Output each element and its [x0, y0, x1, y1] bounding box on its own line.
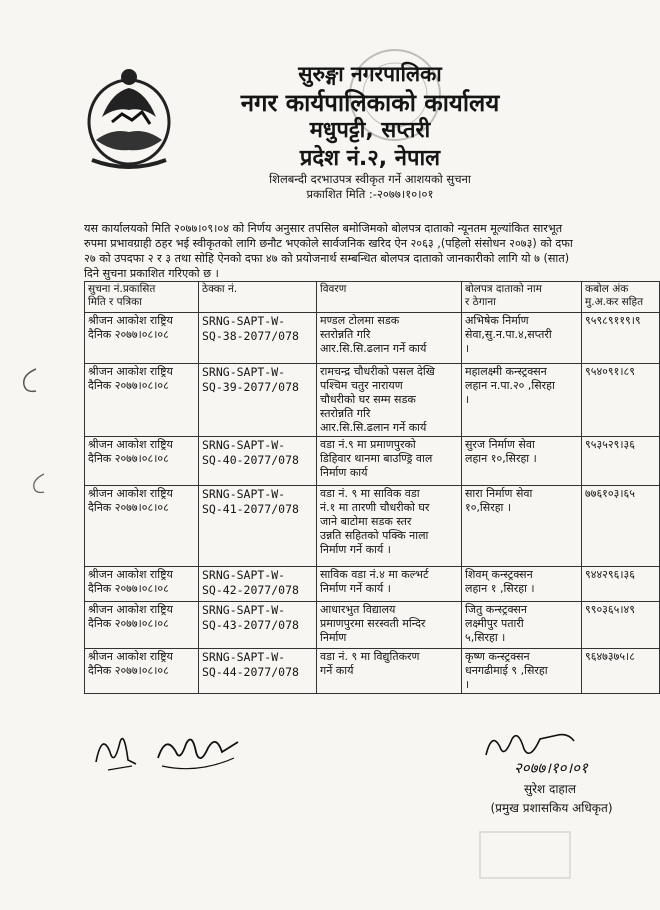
cell-amount: ९६४७३७५।८ [582, 649, 660, 694]
notice-title: शिलबन्दी दरभाउपत्र स्वीकृत गर्ने आशयको सुचना [269, 172, 471, 186]
cell-bidder: सुरज निर्माण सेवा लहान १०,सिरहा । [462, 437, 582, 486]
table-row [85, 437, 660, 486]
table-row [85, 567, 660, 602]
intro-line: रुपमा प्रभावग्राही ठहर भई स्वीकृतको लागि छनौट भएकोले सार्वजनिक खरिद ऐन २०६३ ,(पहिलो संसोधन २०७३) को दफा [84, 237, 573, 250]
cell-notice: श्रीजन आकोश राष्ट्रिय दैनिक २०७७।०८।०८ [85, 313, 199, 364]
cell-bidder: कृष्ण कन्स्ट्रक्सन धनगढीमाई ९ ,सिरहा । [462, 649, 582, 694]
cell-contract: SRNG-SAPT-W- SQ-39-2077/078 [199, 364, 317, 437]
cell-notice: श्रीजन आकोश राष्ट्रिय दैनिक २०७७।०८।०८ [85, 486, 199, 567]
cell-amount: ९५४०९१।८९ [582, 364, 660, 437]
committee-signatures [88, 722, 248, 782]
table-row [85, 486, 660, 567]
table-row [85, 602, 660, 649]
cell-bidder: शिवम् कन्स्ट्रक्सन लहान १ ,सिरहा । [462, 567, 582, 602]
cao-signature [478, 725, 628, 780]
intro-paragraph [84, 221, 643, 281]
cell-description: साविक वडा नं.४ मा कल्भर्ट निर्माण गर्ने कार्य । [317, 567, 462, 602]
cell-contract: SRNG-SAPT-W- SQ-38-2077/078 [199, 313, 317, 364]
cell-bidder: महालक्ष्मी कन्स्ट्रक्सन लहान न.पा.२० ,सिरहा । [462, 364, 582, 437]
header-amount: कबोल अंक मु.अ.कर सहित [582, 282, 660, 313]
cell-bidder: अभिषेक निर्माण सेवा,सु.न.पा.४,सप्तरी । [462, 313, 582, 364]
cell-contract: SRNG-SAPT-W- SQ-42-2077/078 [199, 567, 317, 602]
cell-bidder: सारा निर्माण सेवा १०,सिरहा । [462, 486, 582, 567]
faint-stamp [470, 820, 580, 890]
header-notice: सुचना नं.प्रकासित मिति र पत्रिका [85, 282, 199, 313]
header-contract: ठेक्का नं. [199, 282, 317, 313]
cell-description: आधारभुत विद्यालय प्रमाणपुरमा सरस्वती मन्दिर निर्माण [317, 602, 462, 649]
cell-notice: श्रीजन आकोश राष्ट्रिय दैनिक २०७७।०८।०८ [85, 649, 199, 694]
intro-line: यस कार्यालयको मिति २०७७।०९।०४ को निर्णय अनुसार तपसिल बमोजिमको बोलपत्र दाताको न्यूनतम मूल्यांकित सारभूत [84, 222, 563, 235]
cell-notice: श्रीजन आकोश राष्ट्रिय दैनिक २०७७।०८।०८ [85, 602, 199, 649]
cell-contract: SRNG-SAPT-W- SQ-43-2077/078 [199, 602, 317, 649]
officer-title: (प्रमुख प्रशासकिय अधिकृत) [490, 801, 613, 815]
cell-contract: SRNG-SAPT-W- SQ-40-2077/078 [199, 437, 317, 486]
margin-mark [18, 365, 40, 395]
cell-amount: ९४४२९६।३६ [582, 567, 660, 602]
intro-line: २७ को उपदफा २ र ३ तथा सोहि ऐनको दफा ४७ को प्रयोजनार्थ सम्बन्धित बोलपत्र दाताको जानकारीको लागि यो ७ (सात) [84, 252, 570, 265]
table-row [85, 364, 660, 437]
published-date: प्रकाशित मिति :-२०७७।१०।०१ [306, 187, 434, 201]
cell-description: वडा नं. ९ मा साविक वडा नं.१ मा तारणी चौधरीको घर जाने बाटोमा सडक स्तर उन्नति सहितको पक्कि नाला निर्माण गर्ने कार्य । [317, 486, 462, 567]
bid-table-container [84, 281, 659, 691]
office-location: मधुपट्टी, सप्तरी [309, 118, 431, 143]
municipality-name: सुरुङ्गा नगरपालिका [298, 62, 442, 86]
signature-date: २०७७।१०।०१ [514, 759, 588, 777]
officer-name: सुरेश दाहाल [523, 782, 577, 796]
cell-description: रामचन्द्र चौधरीको पसल देखि पश्चिम चतुर नारायण चौधरीको घर सम्म सडक स्तरोन्नति गरि आर.सि.सि.ढलान गर्ने कार्य [317, 364, 462, 437]
table-row [85, 313, 660, 364]
table-row [85, 649, 660, 694]
province-line: प्रदेश नं.२, नेपाल [299, 146, 441, 171]
margin-mark [30, 470, 48, 496]
cell-notice: श्रीजन आकोश राष्ट्रिय दैनिक २०७७।०८।०८ [85, 567, 199, 602]
office-name: नगर कार्यपालिकाको कार्यालय [240, 89, 500, 117]
cell-description: मण्डल टोलमा सडक स्तरोन्नति गरि आर.सि.सि.ढलान गर्ने कार्य [317, 313, 462, 364]
header-bidder: बोलपत्र दाताको नाम र ठेगाना [462, 282, 582, 313]
cell-amount: ९५३५२९।३६ [582, 437, 660, 486]
cell-notice: श्रीजन आकोश राष्ट्रिय दैनिक २०७७।०८।०८ [85, 364, 199, 437]
header-description: विवरण [317, 282, 462, 313]
cell-contract: SRNG-SAPT-W- SQ-41-2077/078 [199, 486, 317, 567]
cell-amount: ९९०३६५।४९ [582, 602, 660, 649]
cell-description: वडा नं. ९ मा विद्युतिकरण गर्ने कार्य [317, 649, 462, 694]
cell-bidder: जितु कन्स्ट्रक्सन लक्ष्मीपुर पतारी ५,सिरहा । [462, 602, 582, 649]
cell-notice: श्रीजन आकोश राष्ट्रिय दैनिक २०७७।०८।०८ [85, 437, 199, 486]
cell-contract: SRNG-SAPT-W- SQ-44-2077/078 [199, 649, 317, 694]
bid-table [84, 281, 660, 694]
table-header-row [85, 282, 660, 313]
intro-line: दिने सुचना प्रकाशित गरिएको छ । [84, 267, 219, 280]
cell-amount: ७७६१०३।६५ [582, 486, 660, 567]
cell-description: वडा नं.९ मा प्रमाणपुरको डिहिवार थानमा बाउण्ड्रि वाल निर्माण कार्य [317, 437, 462, 486]
cell-amount: ९५९८९११९।९ [582, 313, 660, 364]
